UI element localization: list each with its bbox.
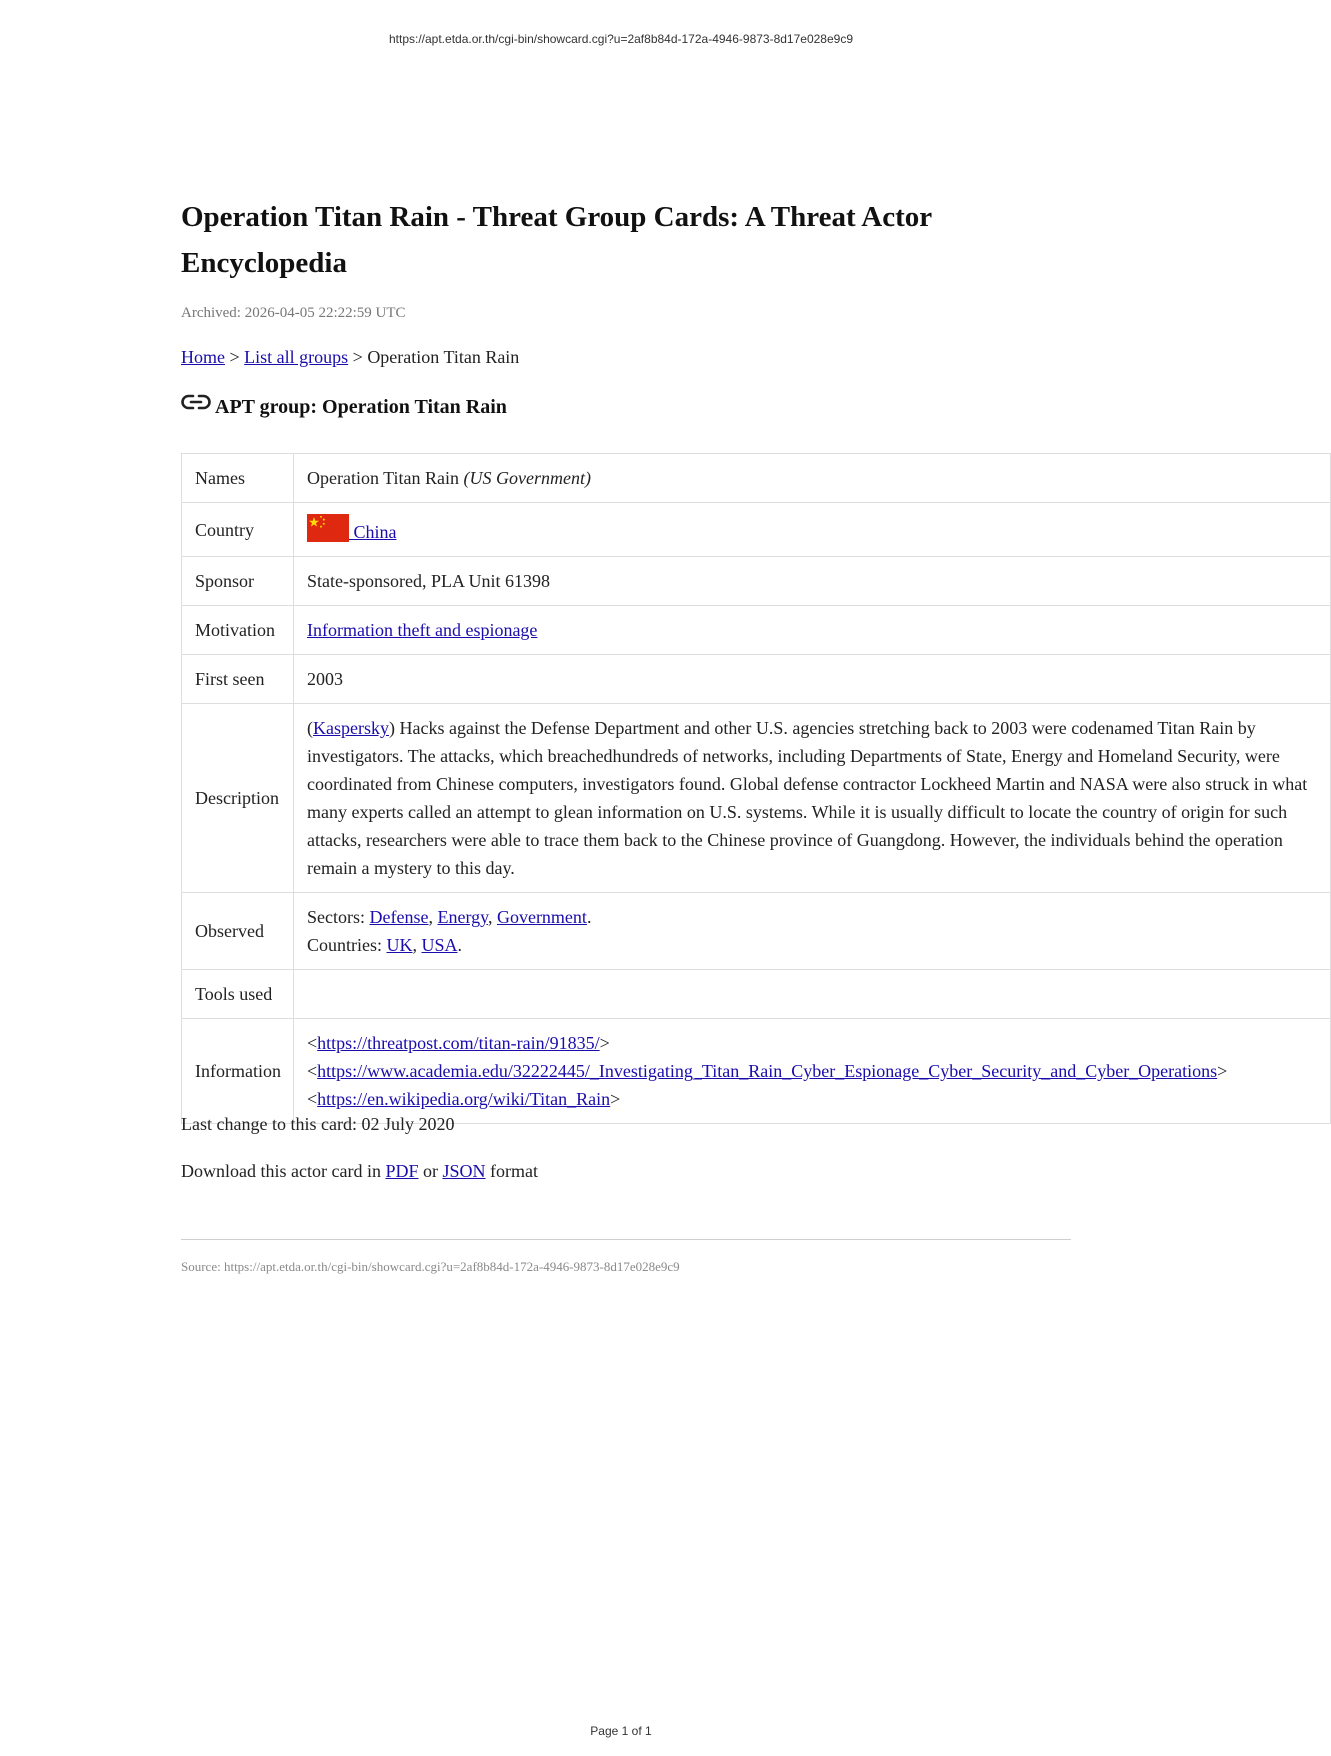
observed-sectors (307, 903, 1317, 931)
group-heading (181, 396, 507, 419)
china-flag-icon (307, 514, 349, 542)
sectors-label: Sectors: (307, 907, 370, 927)
table-row-country (182, 503, 1331, 557)
description-text: ) Hacks against the Defense Department and other U.S. agencies stretching back to 2003 were codenamed Titan Rain by investigators. The attacks, which breachedhundreds of networks, including Departments of State, Energy and Homeland Security, were coordinated from Chinese computers, investigators found. Global defense contractor Lockheed Martin and NASA were also struck in what many experts called an attempt to glean information on U.S. systems. While it is usually difficult to locate the country of origin for such attacks, researchers were able to trace them back to the Chinese province of Guangdong. However, the individuals behind the operation remain a mystery to this day. (307, 718, 1308, 878)
country-link-uk[interactable]: UK (386, 935, 413, 955)
breadcrumb-current: Operation Titan Rain (367, 347, 520, 367)
group-heading-text: APT group: Operation Titan Rain (215, 396, 507, 418)
breadcrumb-list-groups-link[interactable]: List all groups (244, 347, 349, 367)
countries-label: Countries: (307, 935, 387, 955)
observed-countries (307, 931, 1317, 959)
source-url: Source: https://apt.etda.or.th/cgi-bin/showcard.cgi?u=2af8b84d-172a-4946-9873-8d17e028e9c9 (181, 1259, 680, 1274)
description-paren: ( (307, 718, 313, 738)
page-number: Page 1 of 1 (590, 1724, 652, 1738)
motivation-link[interactable]: Information theft and espionage (307, 620, 538, 640)
last-change: Last change to this card: 02 July 2020 (181, 1114, 455, 1134)
first-seen-value: 2003 (294, 655, 1331, 704)
divider (181, 1239, 1071, 1240)
angle-close: > (610, 1089, 621, 1109)
table-row-information (182, 1019, 1331, 1124)
breadcrumb-home-link[interactable]: Home (181, 347, 225, 367)
table-row-sponsor (182, 557, 1331, 606)
download-suffix: format (485, 1161, 538, 1181)
table-row-motivation (182, 606, 1331, 655)
angle-open: < (307, 1061, 318, 1081)
tools-used-label: Tools used (182, 970, 294, 1019)
separator-period: . (586, 907, 592, 927)
download-or: or (418, 1161, 443, 1181)
description-source-link[interactable]: Kaspersky (313, 718, 389, 738)
sector-link-energy[interactable]: Energy (437, 907, 488, 927)
page-title: Operation Titan Rain - Threat Group Cards: A Threat Actor Encyclopedia (181, 201, 932, 279)
download-json-link[interactable]: JSON (442, 1161, 486, 1181)
breadcrumb (181, 347, 519, 368)
country-name: China (353, 521, 397, 542)
tools-used-value (294, 970, 1331, 1019)
separator-comma: , (428, 907, 438, 927)
actor-card-table (181, 453, 1331, 1124)
sponsor-label: Sponsor (182, 557, 294, 606)
country-link[interactable] (307, 522, 397, 542)
information-link-wikipedia[interactable]: https://en.wikipedia.org/wiki/Titan_Rain (317, 1089, 611, 1109)
names-alias: (US Government) (463, 468, 591, 488)
country-link-usa[interactable]: USA (421, 935, 458, 955)
motivation-label: Motivation (182, 606, 294, 655)
table-row-names (182, 454, 1331, 503)
country-label: Country (182, 503, 294, 557)
actor-card (181, 453, 1308, 1124)
angle-close: > (1217, 1061, 1228, 1081)
angle-open: < (307, 1089, 318, 1109)
angle-close: > (599, 1033, 610, 1053)
names-label: Names (182, 454, 294, 503)
print-header-url: https://apt.etda.or.th/cgi-bin/showcard.cgi?u=2af8b84d-172a-4946-9873-8d17e028e9c9 (388, 32, 853, 46)
archived-timestamp: Archived: 2026-04-05 22:22:59 UTC (181, 305, 406, 321)
breadcrumb-separator: > (348, 347, 368, 367)
names-value (294, 454, 1331, 503)
table-row-observed (182, 893, 1331, 970)
separator-period: . (457, 935, 463, 955)
information-value (294, 1019, 1331, 1124)
download-pdf-link[interactable]: PDF (385, 1161, 419, 1181)
table-row-description (182, 704, 1331, 893)
sector-link-government[interactable]: Government (496, 907, 587, 927)
download-line (181, 1161, 538, 1182)
separator-comma: , (487, 907, 497, 927)
information-item (307, 1029, 1317, 1057)
separator-comma: , (412, 935, 422, 955)
observed-label: Observed (182, 893, 294, 970)
information-label: Information (182, 1019, 294, 1124)
angle-open: < (307, 1033, 318, 1053)
information-item (307, 1057, 1317, 1085)
table-row-tools-used (182, 970, 1331, 1019)
motivation-value (294, 606, 1331, 655)
first-seen-label: First seen (182, 655, 294, 704)
breadcrumb-separator: > (225, 347, 245, 367)
information-link-threatpost[interactable]: https://threatpost.com/titan-rain/91835/ (317, 1033, 600, 1053)
link-icon[interactable] (181, 391, 211, 413)
sector-link-defense[interactable]: Defense (369, 907, 429, 927)
description-label: Description (182, 704, 294, 893)
sponsor-value: State-sponsored, PLA Unit 61398 (294, 557, 1331, 606)
description-value (294, 704, 1331, 893)
names-primary: Operation Titan Rain (307, 468, 464, 488)
information-link-academia[interactable]: https://www.academia.edu/32222445/_Investigating_Titan_Rain_Cyber_Espionage_Cyber_Security_and_Cyber_Operations (317, 1061, 1218, 1081)
observed-value (294, 893, 1331, 970)
download-prefix: Download this actor card in (181, 1161, 386, 1181)
table-row-first-seen (182, 655, 1331, 704)
country-value (294, 503, 1331, 557)
information-item (307, 1085, 1317, 1113)
